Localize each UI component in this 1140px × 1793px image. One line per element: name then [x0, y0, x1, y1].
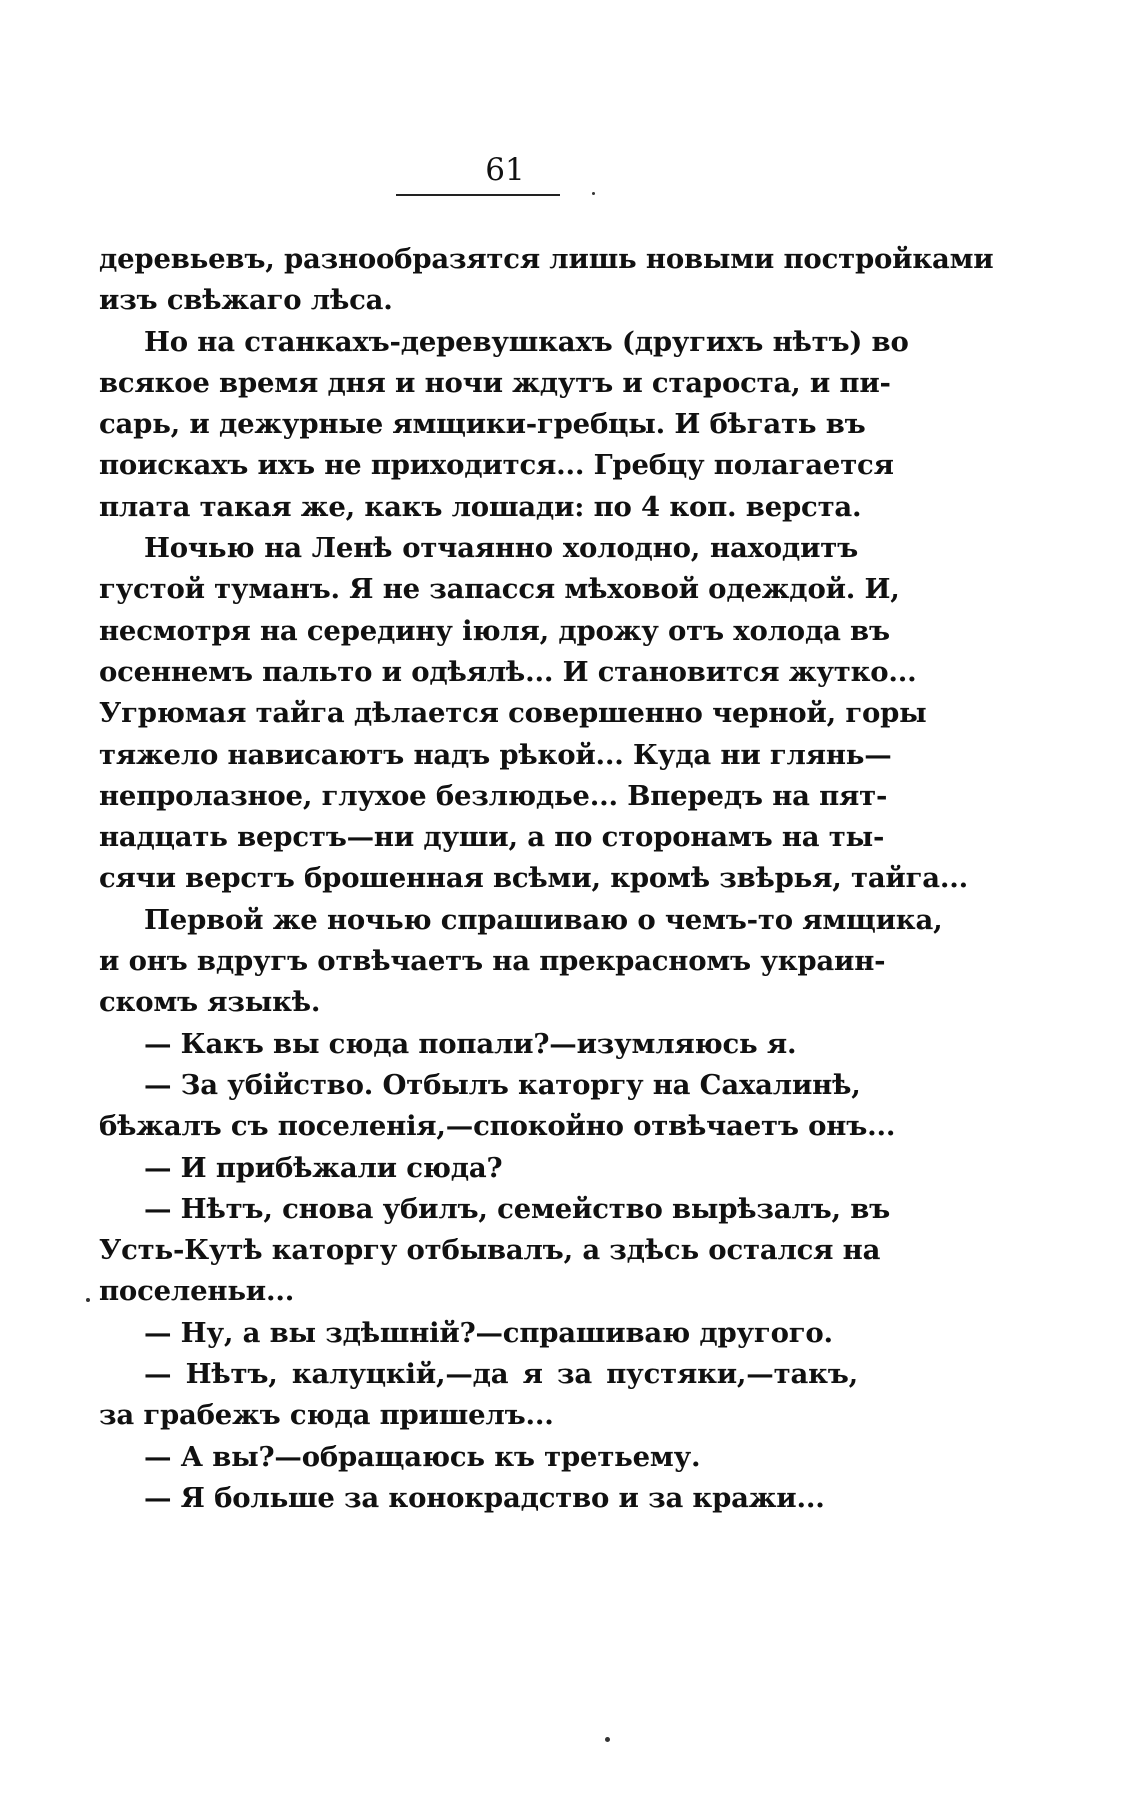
- text-line: густой туманъ. Я не запасся мѣховой одеждой. И,: [99, 573, 900, 606]
- header-rule: [396, 194, 560, 196]
- body-text: [99, 239, 994, 1519]
- text-line: Усть-Кутѣ каторгу отбывалъ, а здѣсь остался на: [99, 1234, 881, 1267]
- text-line: плата такая же, какъ лошади: по 4 коп. верста.: [99, 490, 862, 523]
- ink-speck-margin: [86, 1298, 90, 1302]
- text-line: бѣжалъ съ поселенія,—спокойно отвѣчаетъ онъ...: [99, 1110, 896, 1143]
- text-line: скомъ языкѣ.: [99, 986, 321, 1019]
- text-line: — За убійство. Отбылъ каторгу на Сахалинѣ,: [144, 1068, 861, 1101]
- text-line: Первой же ночью спрашиваю о чемъ-то ямщика,: [144, 903, 943, 936]
- text-line: Ночью на Ленѣ отчаянно холодно, находитъ: [144, 532, 858, 565]
- text-line: поискахъ ихъ не приходится... Гребцу полагается: [99, 449, 894, 482]
- text-line: — Я больше за конокрадство и за кражи...: [144, 1481, 825, 1514]
- text-line: сячи верстъ брошенная всѣми, кромѣ звѣрья, тайга...: [99, 862, 969, 895]
- text-line: за грабежъ сюда пришелъ...: [99, 1399, 554, 1432]
- text-line: несмотря на середину іюля, дрожу отъ холода въ: [99, 614, 890, 647]
- text-line: всякое время дня и ночи ждутъ и староста, и пи-: [99, 366, 891, 399]
- text-line: Но на станкахъ-деревушкахъ (другихъ нѣтъ) во: [144, 325, 909, 358]
- text-line: осеннемъ пальто и одѣялѣ... И становится жутко...: [99, 655, 917, 688]
- ink-speck-top: [592, 192, 595, 195]
- text-line: непролазное, глухое безлюдье... Впередъ на пят-: [99, 779, 888, 812]
- text-line: тяжело нависаютъ надъ рѣкой... Куда ни глянь—: [99, 738, 892, 771]
- text-line: — Ну, а вы здѣшній?—спрашиваю другого.: [144, 1316, 833, 1349]
- text-line: — Какъ вы сюда попали?—изумляюсь я.: [144, 1027, 797, 1060]
- text-line: надцать верстъ—ни души, а по сторонамъ на ты-: [99, 821, 885, 854]
- text-line: изъ свѣжаго лѣса.: [99, 284, 393, 317]
- text-line: и онъ вдругъ отвѣчаетъ на прекрасномъ украин-: [99, 945, 886, 978]
- text-line: деревьевъ, разнообразятся лишь новыми постройками: [99, 243, 994, 275]
- ink-speck-bottom: [605, 1737, 610, 1742]
- text-line: — Нѣтъ, калуцкій,—да я за пустяки,—такъ,: [144, 1358, 858, 1391]
- text-line: — И прибѣжали сюда?: [144, 1151, 503, 1184]
- text-line: — Нѣтъ, снова убилъ, семейство вырѣзалъ, въ: [144, 1192, 891, 1225]
- text-line: Угрюмая тайга дѣлается совершенно черной, горы: [99, 697, 927, 730]
- text-line: сарь, и дежурные ямщики-гребцы. И бѣгать въ: [99, 408, 866, 441]
- text-line: поселеньи...: [99, 1275, 295, 1308]
- text-line: — А вы?—обращаюсь къ третьему.: [144, 1440, 701, 1473]
- page-number: 61: [485, 152, 525, 188]
